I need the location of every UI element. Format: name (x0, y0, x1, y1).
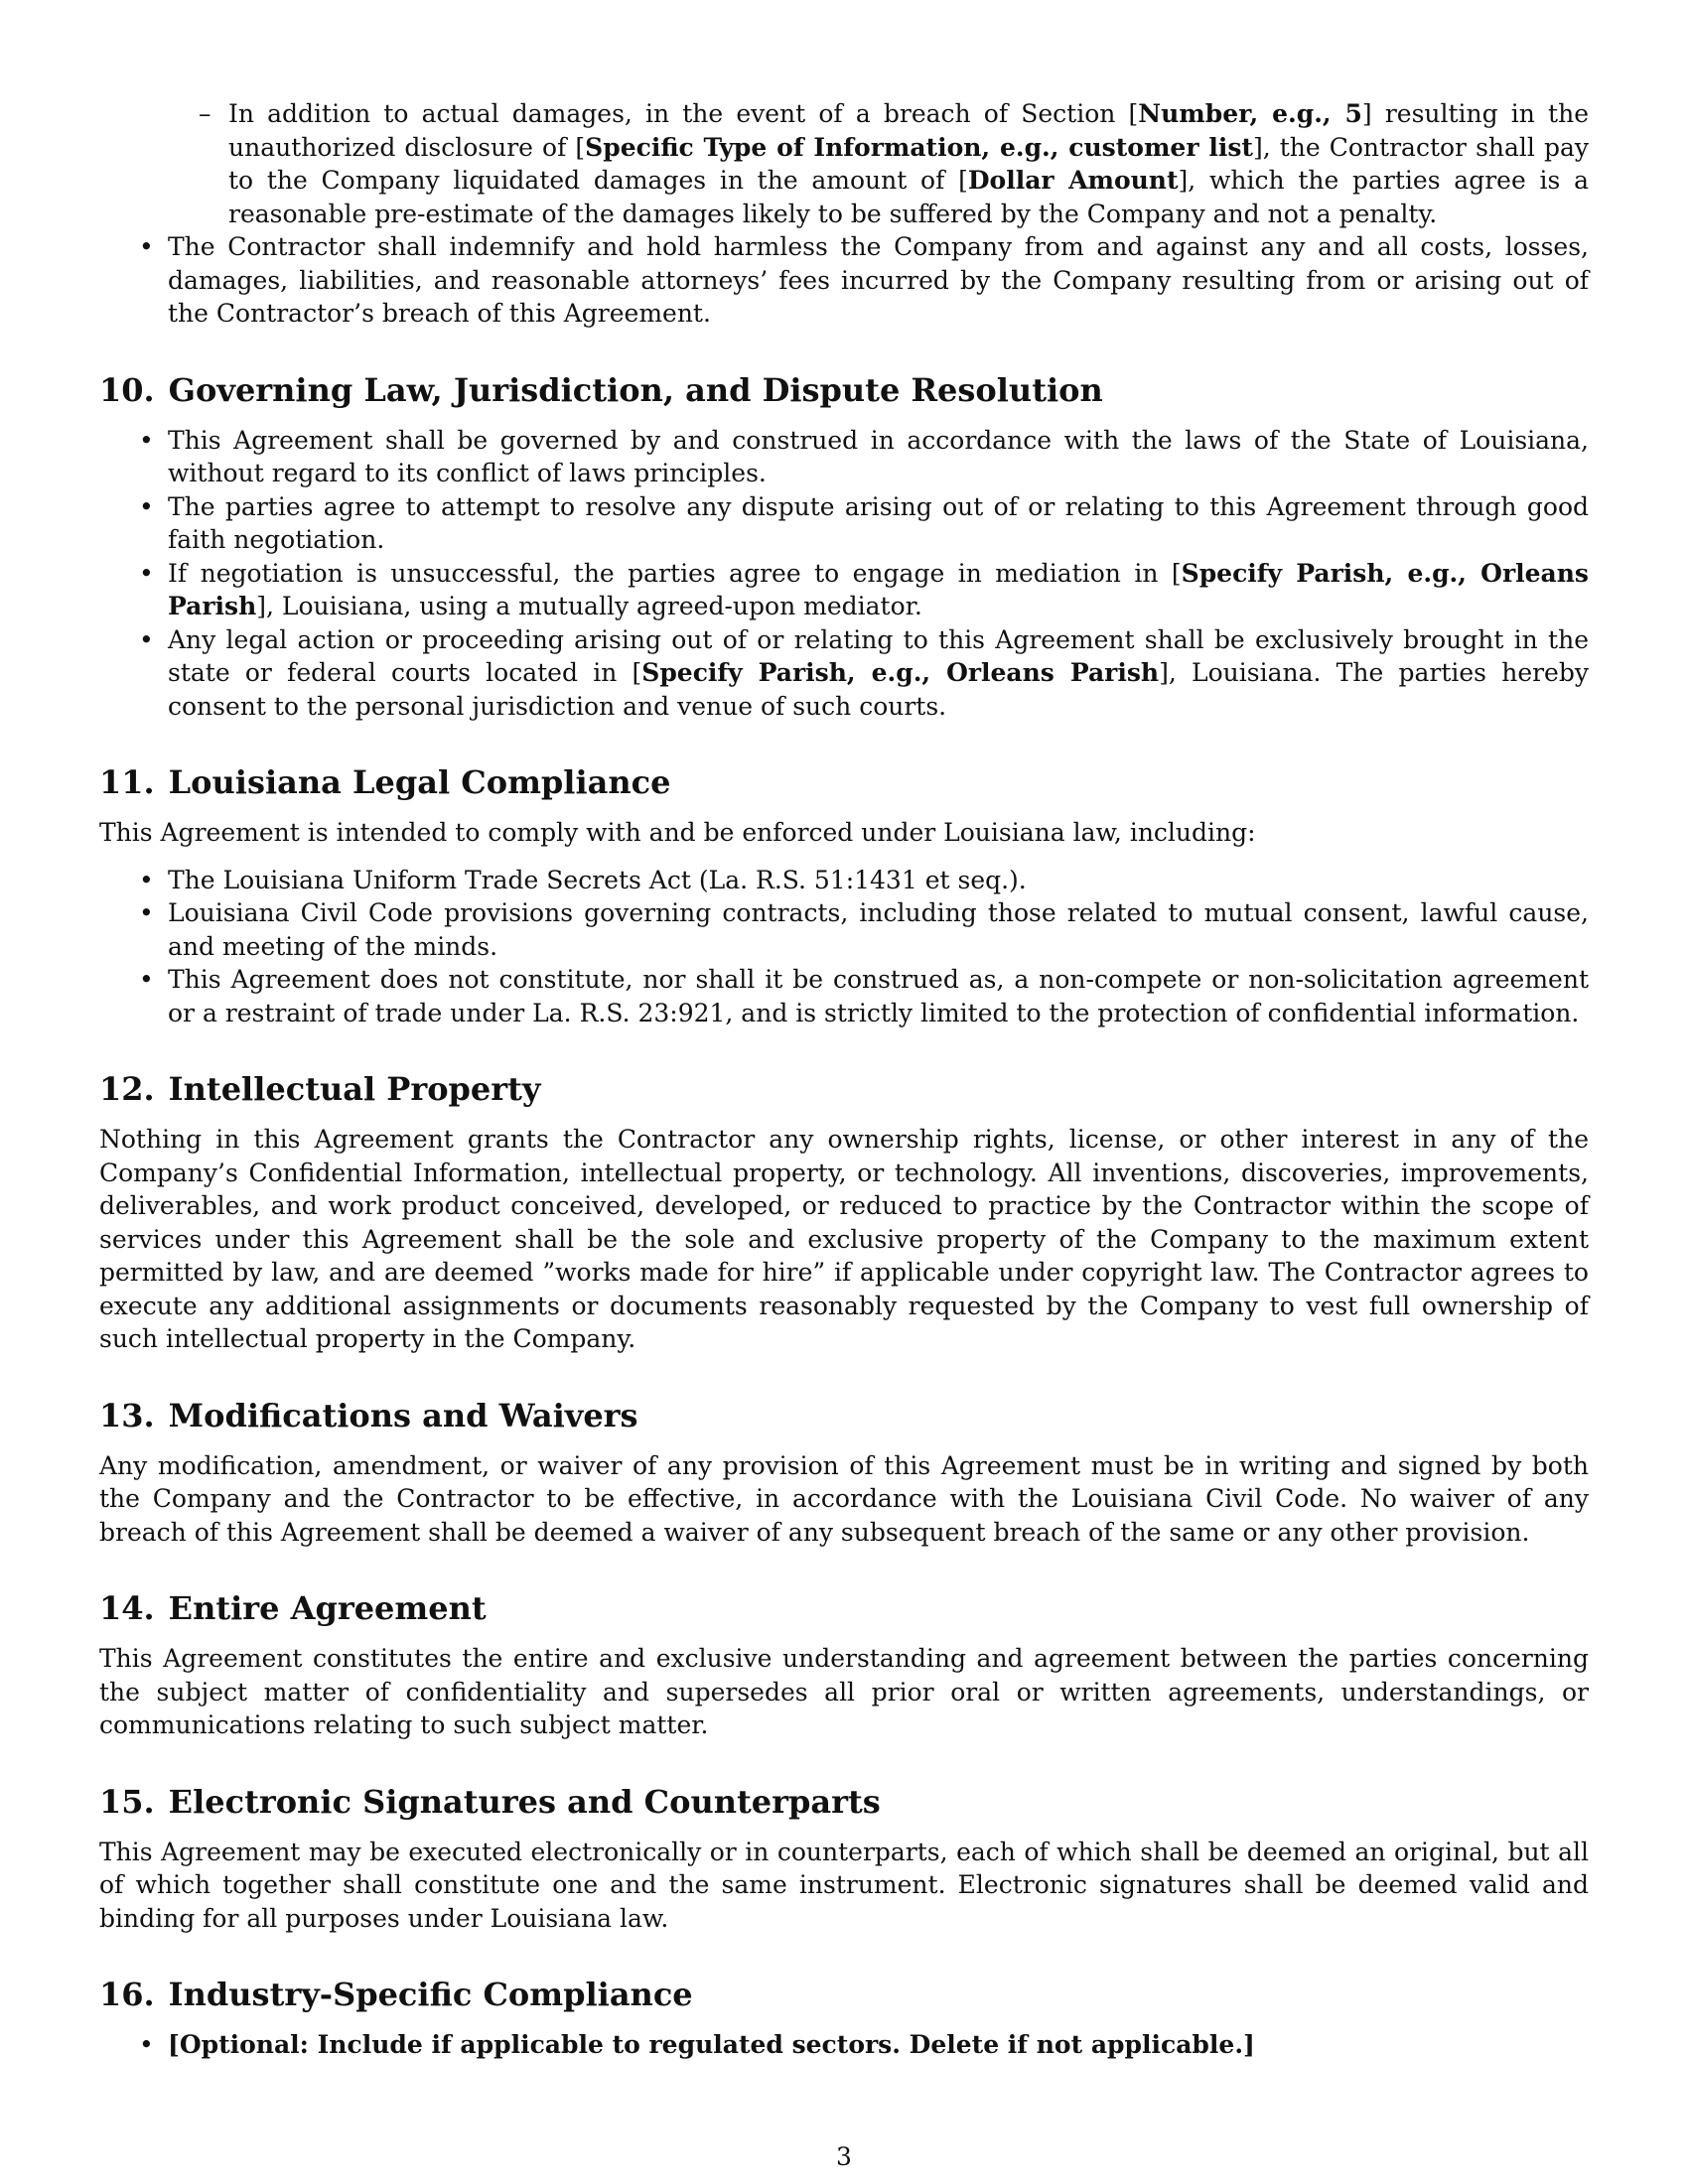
section-9-list (99, 230, 1589, 331)
section-heading: 13. Modifications and Waivers (99, 1396, 638, 1434)
bullet-marker: • (139, 558, 154, 588)
bullet-marker: • (139, 491, 154, 521)
section-13 (99, 1396, 1589, 1550)
bullet-marker: • (139, 898, 154, 927)
list-item: • This Agreement shall be governed by and construed in accordance with the laws of the State of Louisiana, without regard to its conflict of laws principles. (139, 425, 1589, 487)
list-item: • Louisiana Civil Code provisions governing contracts, including those related to mutual consent, lawful cause, and meeting of the minds. (139, 898, 1589, 961)
section-heading: 12. Intellectual Property (99, 1070, 541, 1108)
bullet-marker: • (139, 425, 154, 455)
section-10-list (99, 424, 1589, 724)
section-heading: 15. Electronic Signatures and Counterparts (99, 1782, 881, 1821)
list-item: • Any legal action or proceeding arising out of or relating to this Agreement shall be exclusively brought in the state or federal courts located in [Specify Parish, e.g., Orleans Parish], Louisiana. The parties hereby consent to the personal jurisdiction and venue of such courts. (139, 624, 1589, 721)
section-heading: 16. Industry-Specific Compliance (99, 1976, 693, 2013)
section-body: This Agreement constitutes the entire and exclusive understanding and agreement between the parties concerning the subject matter of confidentiality and supersedes all prior oral or written agreements, understandings, or communications relating to such subject matter. (99, 1644, 1589, 1739)
list-item: • The Contractor shall indemnify and hold harmless the Company from and against any and all costs, losses, damages, liabilities, and reasonable attorneys’ fees incurred by the Company resulting from or arising out of the Contractor’s breach of this Agreement. (139, 232, 1589, 328)
list-item: • This Agreement does not constitute, nor shall it be construed as, a non-compete or non-solicitation agreement or a restraint of trade under La. R.S. 23:921, and is strictly limited to the protection of confidential information. (139, 965, 1589, 1027)
section-11 (99, 762, 1589, 1029)
section-intro: This Agreement is intended to comply with and be enforced under Louisiana law, including: (99, 818, 1256, 847)
section-body: Nothing in this Agreement grants the Contractor any ownership rights, license, or other interest in any of the Company’s Confidential Information, intellectual property, or technology. All inventions, discoveries, improvements, deliverables, and work product conceived, developed, or reduced to practice by the Contractor within the scope of services under this Agreement shall be the sole and exclusive property of the Company to the maximum extent permitted by law, and are deemed ”works made for hire” if applicable under copyright law. The Contractor agrees to execute any additional assignments or documents reasonably requested by the Company to vest full ownership of such intellectual property in the Company. (99, 1125, 1589, 1353)
liquidated-damages-subitem: – In addition to actual damages, in the event of a breach of Section [Number, e.g., 5] resulting in the unauthorized disclosure of [Specific Type of Information, e.g., customer list], the Contractor shall pay to the Company liquidated damages in the amount of [Dollar Amount], which the parties agree is a reasonable pre-estimate of the damages likely to be suffered by the Company and not a penalty. (199, 99, 1589, 228)
page-number: 3 (836, 2142, 852, 2171)
bullet-marker: • (139, 2030, 154, 2059)
section-15 (99, 1782, 1589, 1936)
list-item: • The Louisiana Uniform Trade Secrets Act (La. R.S. 51:1431 et seq.). (99, 864, 1589, 897)
list-item: • [Optional: Include if applicable to regulated sectors. Delete if not applicable.] (99, 2028, 1589, 2062)
section-heading: 14. Entire Agreement (99, 1589, 487, 1627)
bullet-marker: • (139, 232, 154, 261)
section-16 (99, 1975, 1589, 2062)
list-item: • The parties agree to attempt to resolve any dispute arising out of or relating to this Agreement through good faith negotiation. (139, 491, 1589, 554)
dash-marker: – (199, 99, 211, 128)
bullet-marker: • (139, 865, 154, 894)
section-body: This Agreement may be executed electronically or in counterparts, each of which shall be deemed an original, but all of which together shall constitute one and the same instrument. Electronic signatures shall be deemed valid and binding for all purposes under Louisiana law. (99, 1837, 1589, 1933)
list-item: • If negotiation is unsuccessful, the parties agree to engage in mediation in [Specify Parish, e.g., Orleans Parish], Louisiana, using a mutually agreed-upon mediator. (139, 558, 1589, 620)
bullet-marker: • (139, 624, 154, 654)
section-10 (99, 370, 1589, 724)
section-16-list (99, 2028, 1589, 2062)
section-heading: 10. Governing Law, Jurisdiction, and Dispute Resolution (99, 370, 1103, 409)
section-heading: 11. Louisiana Legal Compliance (99, 763, 671, 801)
section-11-list (99, 864, 1589, 1030)
section-14 (99, 1588, 1589, 1742)
document-page (99, 97, 1589, 2062)
bullet-marker: • (139, 965, 154, 994)
section-body: Any modification, amendment, or waiver of any provision of this Agreement must be in writing and signed by both the Company and the Contractor to be effective, in accordance with the Louisiana Civil Code. No waiver of any breach of this Agreement shall be deemed a waiver of any subsequent breach of the same or any other provision. (99, 1450, 1589, 1547)
section-12 (99, 1069, 1589, 1356)
